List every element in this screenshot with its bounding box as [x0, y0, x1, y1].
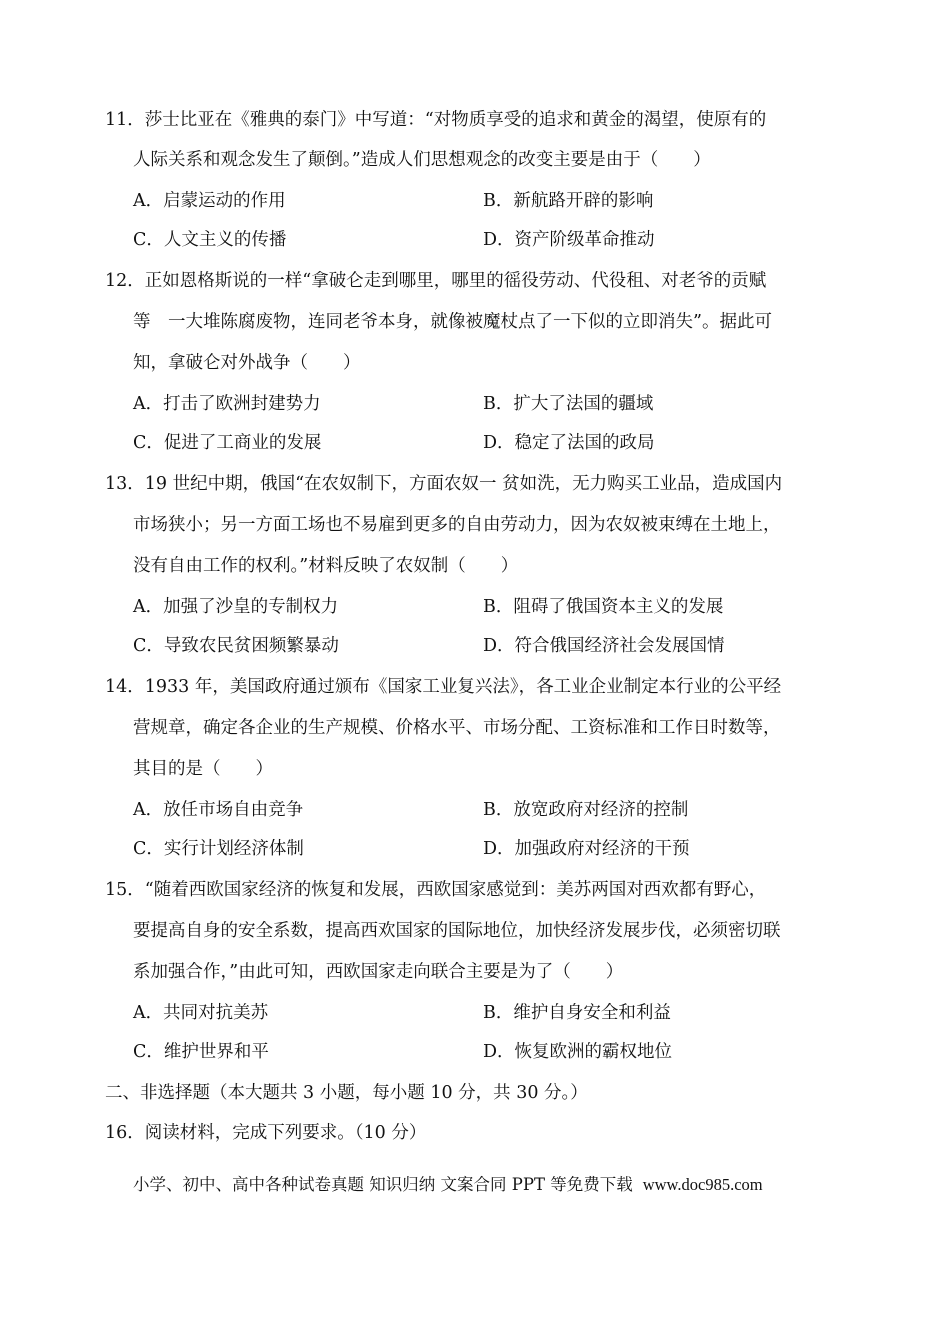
q15-option-c: C．维护世界和平 [133, 1042, 269, 1062]
q11-option-d: D．资产阶级革命推动 [483, 230, 655, 250]
q11-line-2: 人际关系和观念发生了颠倒。”造成人们思想观念的改变主要是由于（ ） [133, 150, 711, 170]
q14-line-1: 14．1933 年，美国政府通过颁布《国家工业复兴法》，各工业企业制定本行业的公平经 [105, 677, 782, 697]
q15-option-a: A．共同对抗美苏 [133, 1003, 269, 1023]
q15-line-2: 要提高自身的安全系数，提高西欢国家的国际地位，加快经济发展步伐，必须密切联 [133, 921, 781, 941]
q16-prompt: 16．阅读材料，完成下列要求。（10 分） [105, 1123, 427, 1143]
q14-line-3: 其目的是（ ） [133, 759, 273, 779]
q11-line-1: 11．莎士比亚在《雅典的泰门》中写道：“对物质享受的追求和黄金的渴望，使原有的 [105, 110, 767, 130]
q12-option-b: B．扩大了法国的疆域 [483, 394, 654, 414]
q13-option-b: B．阻碍了俄国资本主义的发展 [483, 597, 724, 617]
section-heading: 二、非选择题（本大题共 3 小题，每小题 10 分，共 30 分。） [105, 1083, 588, 1103]
q12-line-2: 等 一大堆陈腐废物，连同老爷本身，就像被魔杖点了一下似的立即消失”。据此可 [133, 312, 772, 332]
q12-option-d: D．稳定了法国的政局 [483, 433, 655, 453]
q15-line-3: 系加强合作，”由此可知，西欧国家走向联合主要是为了（ ） [133, 962, 624, 982]
q13-option-a: A．加强了沙皇的专制权力 [133, 597, 339, 617]
q11-option-a: A．启蒙运动的作用 [133, 191, 286, 211]
q15-option-b: B．维护自身安全和利益 [483, 1003, 671, 1023]
q13-line-1: 13．19 世纪中期，俄国“在农奴制下，方面农奴一 贫如洗，无力购买工业品，造成国内 [105, 474, 783, 494]
q13-option-c: C．导致农民贫困频繁暴动 [133, 636, 339, 656]
q14-option-b: B．放宽政府对经济的控制 [483, 800, 689, 820]
q12-option-a: A．打击了欧洲封建势力 [133, 394, 321, 414]
q14-option-d: D．加强政府对经济的干预 [483, 839, 690, 859]
q15-option-d: D．恢复欧洲的霸权地位 [483, 1042, 673, 1062]
page-footer [133, 1172, 763, 1198]
q12-option-c: C．促进了工商业的发展 [133, 433, 322, 453]
q14-option-c: C．实行计划经济体制 [133, 839, 304, 859]
footer-text: 小学、初中、高中各种试卷真题 知识归纳 文案合同 PPT 等免费下载 [133, 1175, 633, 1194]
q13-line-3: 没有自由工作的权利。”材料反映了农奴制（ ） [133, 556, 519, 576]
q14-line-2: 营规章，确定各企业的生产规模、价格水平、市场分配、工资标准和工作日时数等， [133, 718, 781, 738]
q13-line-2: 市场狭小；另一方面工场也不易雇到更多的自由劳动力，因为农奴被束缚在土地上， [133, 515, 781, 535]
q12-line-1: 12．正如恩格斯说的一样“拿破仑走到哪里，哪里的徭役劳动、代役租、对老爷的贡赋 [105, 271, 767, 291]
q14-option-a: A．放任市场自由竞争 [133, 800, 304, 820]
q11-option-b: B．新航路开辟的影响 [483, 191, 654, 211]
q11-option-c: C．人文主义的传播 [133, 230, 287, 250]
q15-line-1: 15．“随着西欧国家经济的恢复和发展，西欧国家感觉到：美苏两国对西欢都有野心， [105, 880, 767, 900]
footer-url[interactable]: www.doc985.com [642, 1175, 763, 1194]
q12-line-3: 知，拿破仑对外战争（ ） [133, 353, 361, 373]
q13-option-d: D．符合俄国经济社会发展国情 [483, 636, 725, 656]
